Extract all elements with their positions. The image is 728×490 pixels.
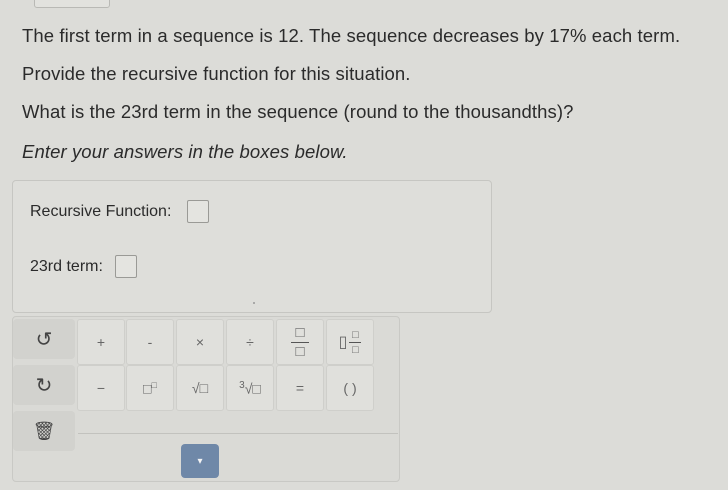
clear-button[interactable] bbox=[13, 411, 75, 451]
divide-symbol: ÷ bbox=[246, 334, 254, 350]
recursive-function-input[interactable] bbox=[187, 200, 209, 223]
parentheses-symbol: ( ) bbox=[343, 380, 357, 396]
fraction-key[interactable] bbox=[276, 319, 324, 365]
undo-button[interactable] bbox=[13, 319, 75, 359]
keypad-divider bbox=[78, 433, 398, 434]
square-root-key[interactable] bbox=[176, 365, 224, 411]
term-23-input[interactable] bbox=[115, 255, 137, 278]
plus-key[interactable] bbox=[77, 319, 125, 365]
square-root-icon: √□ bbox=[191, 380, 209, 396]
times-symbol: × bbox=[195, 334, 205, 350]
exponent-icon: □□ bbox=[143, 379, 157, 397]
trash-icon: 🗑 bbox=[32, 420, 56, 441]
mixed-number-key[interactable] bbox=[326, 319, 374, 365]
cube-root-key[interactable] bbox=[226, 365, 274, 411]
instructions-line: Enter your answers in the boxes below. bbox=[22, 141, 348, 162]
question-line-2: Provide the recursive function for this situation. bbox=[22, 63, 411, 84]
question-line-3: What is the 23rd term in the sequence (round to the thousandths)? bbox=[22, 101, 574, 122]
times-key[interactable] bbox=[176, 319, 224, 365]
plus-symbol: + bbox=[96, 334, 106, 350]
cube-root-icon: $^3$√□ bbox=[239, 379, 261, 397]
minus-key[interactable] bbox=[126, 319, 174, 365]
minus-symbol: - bbox=[147, 334, 153, 350]
undo-icon: ↺ bbox=[35, 328, 53, 351]
chevron-down-icon: ▾ bbox=[197, 455, 203, 467]
redo-icon: ↻ bbox=[35, 374, 53, 397]
mixed-number-icon: ▯ $\frac{□}{□}$ bbox=[339, 330, 362, 355]
collapse-keypad-button[interactable] bbox=[181, 444, 219, 478]
divider-dot bbox=[253, 302, 255, 304]
answer-panel bbox=[12, 180, 492, 313]
equals-key[interactable] bbox=[276, 365, 324, 411]
exponent-key[interactable] bbox=[126, 365, 174, 411]
parentheses-key[interactable] bbox=[326, 365, 374, 411]
recursive-function-label: Recursive Function: bbox=[30, 202, 172, 220]
negative-symbol: − bbox=[96, 380, 106, 396]
term-23-label: 23rd term: bbox=[30, 257, 103, 275]
question-line-1: The first term in a sequence is 12. The sequence decreases by 17% each term. bbox=[22, 25, 681, 46]
negative-key[interactable] bbox=[77, 365, 125, 411]
redo-button[interactable] bbox=[13, 365, 75, 405]
term-23-row bbox=[30, 255, 137, 278]
top-tab bbox=[34, 0, 110, 8]
fraction-icon: $\frac{□}{□}$ bbox=[291, 326, 309, 359]
divide-key[interactable] bbox=[226, 319, 274, 365]
equals-symbol: = bbox=[295, 380, 305, 396]
recursive-function-row bbox=[30, 200, 209, 223]
